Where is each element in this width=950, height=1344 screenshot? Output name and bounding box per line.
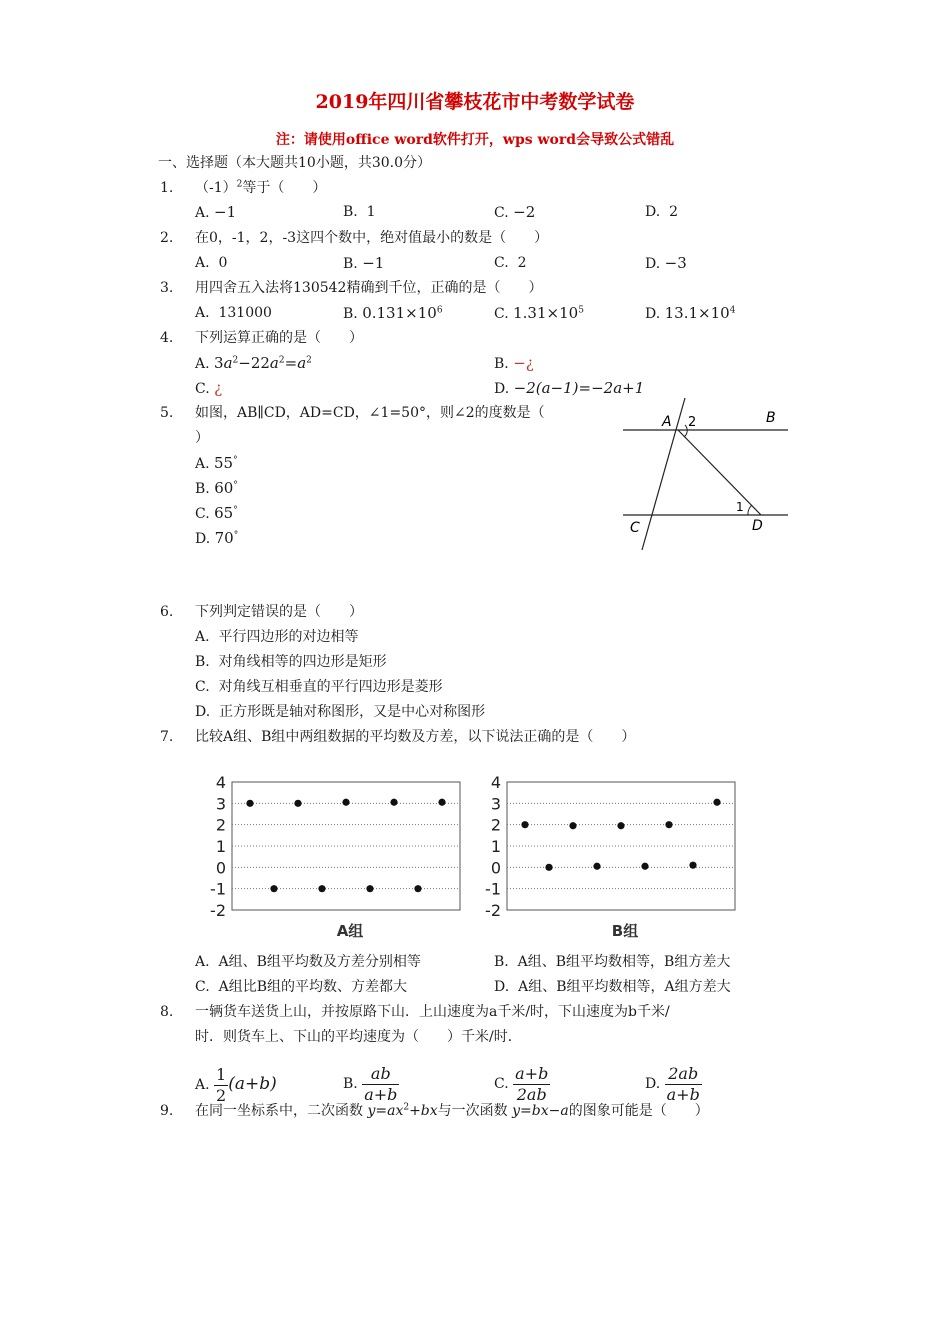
y-tick-label: 0 <box>490 858 501 878</box>
data-point <box>641 863 648 870</box>
data-point <box>318 885 325 892</box>
label-c: C <box>630 520 640 536</box>
chart-title: A组 <box>336 922 364 940</box>
q3-option-d: D. $13.1\times 10^4$ <box>645 304 736 322</box>
data-point <box>569 822 576 829</box>
q5-option-c: C. 65° <box>195 504 238 522</box>
segment-ad <box>678 430 761 515</box>
q3-option-a: A. 131000 <box>195 305 272 321</box>
y-tick-label: -2 <box>485 901 501 920</box>
y-tick-label: 2 <box>490 815 501 835</box>
q3-option-c: C. $1.31\times 10^5$ <box>494 304 584 322</box>
q5-number: 5. <box>160 405 174 421</box>
y-tick-label: -1 <box>210 879 226 899</box>
q6-option-d: D. 正方形既是轴对称图形，又是中心对称图形 <box>195 704 486 720</box>
angle2-arc <box>684 425 687 437</box>
label-1: 1 <box>736 500 744 514</box>
y-tick-label: 3 <box>215 794 226 814</box>
q8-option-b: B. $\frac{ab}{a+b}$ <box>343 1063 398 1104</box>
label-2: 2 <box>688 415 697 430</box>
q1-option-a: A. −1 <box>195 203 237 221</box>
q1-stem: $(-1)^2$等于（ ） <box>195 179 327 196</box>
y-tick-label: 4 <box>490 773 501 792</box>
q2-number: 2. <box>160 230 174 246</box>
data-point <box>366 885 373 892</box>
q2-option-c: C. 2 <box>494 255 527 271</box>
q5-stem: 如图，AB∥CD，AD=CD，∠1=50°，则∠2的度数是（ <box>195 405 545 421</box>
q5-option-d: D. 70° <box>195 529 239 547</box>
y-tick-label: 1 <box>490 837 501 856</box>
q3-number: 3. <box>160 280 174 296</box>
q5-geometry-figure <box>618 395 793 555</box>
chart-group-b <box>475 770 745 945</box>
data-point <box>617 822 624 829</box>
q2-option-a: A. 0 <box>195 255 228 271</box>
q7-option-b: B. A组、B组平均数相等，B组方差大 <box>494 954 731 970</box>
q9-number: 9. <box>160 1103 174 1119</box>
q9-stem: 在同一坐标系中，二次函数 $y=ax^2+bx$与一次函数 y=bx−a的图象可能是（ ） <box>195 1102 709 1119</box>
data-point <box>246 800 253 807</box>
q3-option-b: B. $0.131\times 10^6$ <box>343 304 443 322</box>
q1-option-b: B. 1 <box>343 204 376 220</box>
q7-option-c: C. A组比B组的平均数、方差都大 <box>195 979 407 995</box>
q1-number: 1. <box>160 180 174 196</box>
q6-option-b: B. 对角线相等的四边形是矩形 <box>195 654 387 670</box>
q7-option-a: A. A组、B组平均数及方差分别相等 <box>195 954 421 970</box>
q6-option-a: A. 平行四边形的对边相等 <box>195 629 359 645</box>
q8-stem-line2: 时．则货车上、下山的平均速度为（ ）千米/时． <box>195 1029 522 1045</box>
data-point <box>593 863 600 870</box>
data-point <box>414 885 421 892</box>
q5-option-a: A. 55° <box>195 454 238 472</box>
q6-option-c: C. 对角线互相垂直的平行四边形是菱形 <box>195 679 443 695</box>
data-point <box>270 885 277 892</box>
q4-option-d: D. −2(a−1)=−2a+1 <box>494 379 645 397</box>
data-point <box>713 799 720 806</box>
q2-option-b: B. −1 <box>343 254 385 272</box>
q8-option-d: D. $\frac{2ab}{a+b}$ <box>645 1063 700 1104</box>
y-tick-label: 4 <box>215 773 226 792</box>
compat-note: 注：请使用office word软件打开，wps word会导致公式错乱 <box>275 132 675 148</box>
data-point <box>294 800 301 807</box>
angle1-arc <box>748 505 752 515</box>
label-d: D <box>752 518 763 534</box>
q8-stem-line1: 一辆货车送货上山，并按原路下山．上山速度为a千米/时，下山速度为b千米/ <box>195 1004 670 1020</box>
q4-option-b: B. −¿ <box>494 354 534 372</box>
q7-number: 7. <box>160 729 174 745</box>
q4-option-a: A. $3a^2-22a^2=a^2$ <box>195 354 312 372</box>
q7-stem: 比较A组、B组中两组数据的平均数及方差，以下说法正确的是（ ） <box>195 729 636 745</box>
q8-number: 8. <box>160 1004 174 1020</box>
chart-title: B组 <box>611 922 639 940</box>
q8-option-a: A. $\frac{1}{2}$ (a+b) <box>195 1064 277 1105</box>
q5-stem-cont: ） <box>195 430 209 446</box>
data-point <box>545 864 552 871</box>
q8-option-c: C. $\frac{a+b}{2ab}$ <box>494 1063 549 1104</box>
page-title: 2019年四川省攀枝花市中考数学试卷 <box>315 91 635 113</box>
y-tick-label: 1 <box>215 837 226 856</box>
q4-option-c: C. ¿ <box>195 379 223 397</box>
q3-stem: 用四舍五入法将130542精确到千位，正确的是（ ） <box>195 280 543 296</box>
label-a: A <box>662 414 672 430</box>
q7-option-d: D. A组、B组平均数相等，A组方差大 <box>494 979 731 995</box>
y-tick-label: -1 <box>485 879 501 899</box>
data-point <box>665 821 672 828</box>
y-tick-label: 2 <box>215 815 226 835</box>
data-point <box>342 799 349 806</box>
q6-stem: 下列判定错误的是（ ） <box>195 604 363 620</box>
y-tick-label: 0 <box>215 858 226 878</box>
q2-option-d: D. −3 <box>645 254 687 272</box>
chart-group-a <box>200 770 470 945</box>
q6-number: 6. <box>160 604 174 620</box>
section-heading: 一、选择题（本大题共10小题，共30.0分） <box>158 155 431 171</box>
data-point <box>390 799 397 806</box>
q5-option-b: B. 60° <box>195 479 238 497</box>
label-b: B <box>766 410 776 426</box>
q1-option-c: C. −2 <box>494 203 536 221</box>
data-point <box>689 862 696 869</box>
q1-option-d: D. 2 <box>645 204 679 220</box>
data-point <box>438 799 445 806</box>
data-point <box>521 821 528 828</box>
q4-stem: 下列运算正确的是（ ） <box>195 330 363 346</box>
q4-number: 4. <box>160 330 174 346</box>
y-tick-label: -2 <box>210 901 226 920</box>
q2-stem: 在0，-1，2，-3这四个数中，绝对值最小的数是（ ） <box>195 230 549 246</box>
y-tick-label: 3 <box>490 794 501 814</box>
